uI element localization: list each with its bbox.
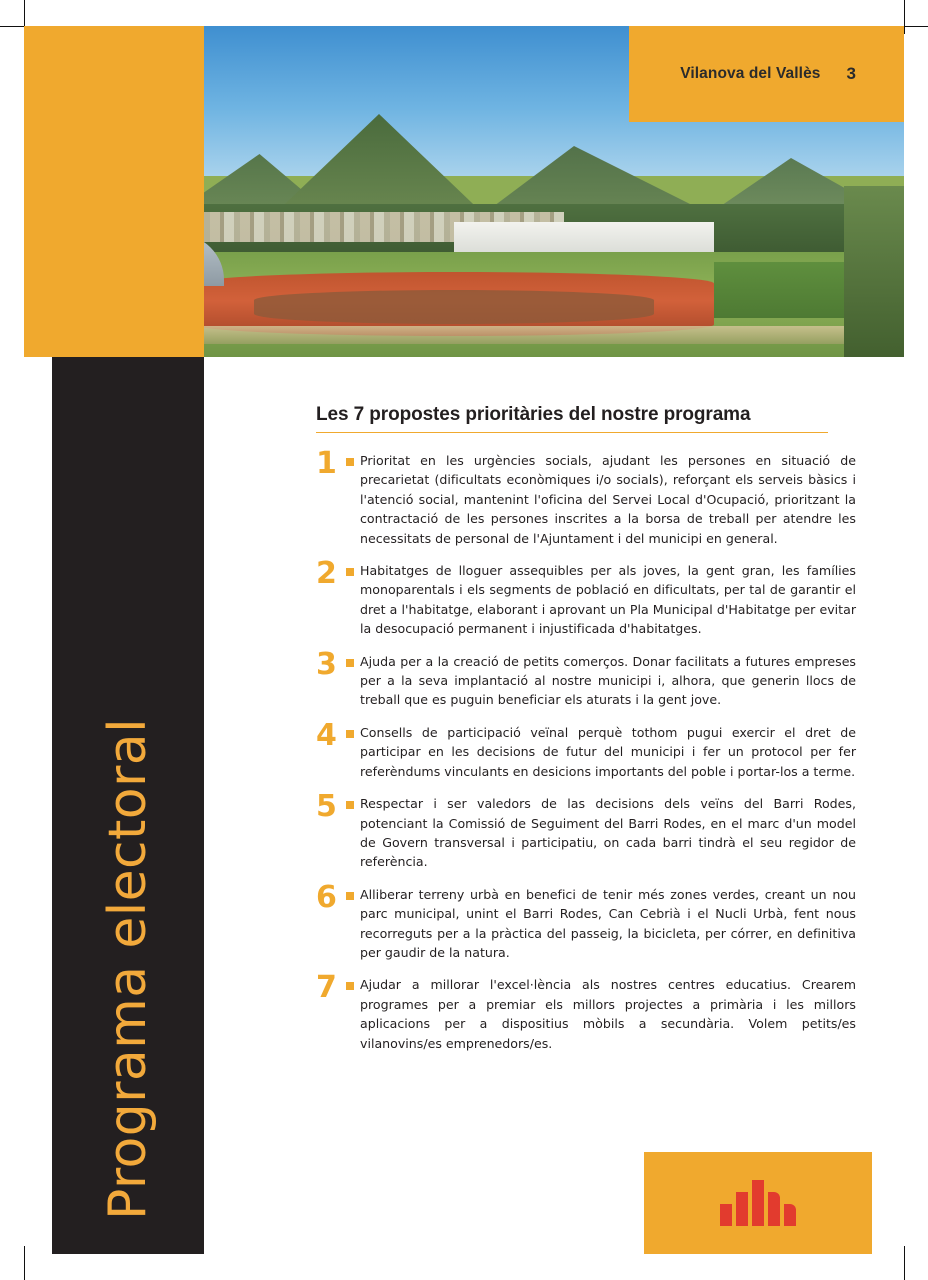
- item-text: Prioritat en les urgències socials, ajudant les persones en situació de precarietat (dificultats econòmiques i/o socials), reforçant els serveis bàsics i l'atenció social, mantenint l'oficina del Servei Local d'Ocupació, prioritzant la contractació de les persones inscrites a la borsa de treball per atendre les necessitats de personal de l'Ajuntament i del municipi en general.: [360, 453, 856, 546]
- page-title: Les 7 propostes prioritàries del nostre programa: [316, 404, 751, 425]
- page-number: 3: [846, 64, 856, 83]
- party-logo-icon: [720, 1180, 796, 1226]
- square-bullet-icon: [346, 458, 354, 466]
- item-text: Alliberar terreny urbà en benefici de tenir més zones verdes, creant un nou parc municipal, unint el Barri Rodes, Can Cebrià i el Nucli Urbà, fent nous recorreguts per a la pràctica del passeig, la bicicleta, per córrer, en definitiva per gaudir de la natura.: [360, 886, 856, 960]
- list-item: [316, 556, 856, 639]
- header-title-group: [629, 26, 904, 122]
- side-title-bar: [52, 357, 204, 1254]
- item-number: 1: [316, 446, 337, 481]
- item-number: 5: [316, 789, 337, 825]
- item-number: 6: [316, 879, 337, 915]
- list-item: [316, 646, 856, 710]
- item-text: Habitatges de lloguer assequibles per als joves, la gent gran, les famílies monoparentals i els segments de població en dificultats, per tal de garantir el dret a l'habitatge, elaborant i aprovant un Pla Municipal d'Habitatge per evitar la desocupació permanent i injustificada d'habitatges.: [360, 563, 856, 637]
- square-bullet-icon: [346, 568, 354, 576]
- list-item: [316, 717, 856, 781]
- item-number: 4: [316, 717, 337, 753]
- logo-bar-4: [768, 1192, 780, 1226]
- item-text: Consells de participació veïnal perquè tothom pugui exercir el dret de participar en les decisions de futur del municipi i fer un protocol per fer referèndums vinculants en desicions importants del poble i portar-los a terme.: [360, 724, 856, 779]
- side-title-text: Programa electoral: [98, 718, 158, 1220]
- list-item: [316, 879, 856, 963]
- logo-bar-3: [752, 1180, 764, 1226]
- logo-panel: [644, 1152, 872, 1254]
- trees-right: [844, 186, 904, 357]
- header-photo-band: [24, 26, 904, 357]
- item-text: Respectar i ser valedors de las decisions dels veïns del Barri Rodes, potenciant la Comissió de Seguiment del Barri Rodes, en el marc d'un model de Govern transversal i participatiu, on cada barri tindrà el seu regidor de referència.: [360, 796, 856, 870]
- item-number: 2: [316, 556, 337, 592]
- logo-bar-2: [736, 1192, 748, 1226]
- town-name: Vilanova del Vallès: [680, 65, 821, 82]
- crop-mark-top-right-v: [904, 0, 905, 34]
- list-item: [316, 970, 856, 1053]
- square-bullet-icon: [346, 730, 354, 738]
- item-text: Ajuda per a la creació de petits comerços. Donar facilitats a futures empreses per a la seva implantació al nostre municipi i, alhora, que generin llocs de treball que es puguin beneficiar els aturats i la gent jove.: [360, 653, 856, 708]
- title-divider: [316, 432, 828, 433]
- square-bullet-icon: [346, 892, 354, 900]
- list-item: [316, 446, 856, 548]
- item-number: 7: [316, 970, 337, 1006]
- page-sheet: [24, 26, 904, 1254]
- running-track-infield: [254, 290, 654, 324]
- orange-block-left: [24, 26, 204, 357]
- logo-bar-5: [784, 1204, 796, 1226]
- list-item: [316, 789, 856, 872]
- item-number: 3: [316, 646, 337, 682]
- main-content: [316, 404, 856, 1066]
- item-text: Ajudar a millorar l'excel·lència als nostres centres educatius. Crearem programes per a premiar els millors projectes a primària i les millors aplicacions per a dispositius mòbils a secundària. Volem petits/es vilanovins/es emprenedors/es.: [360, 977, 856, 1051]
- square-bullet-icon: [346, 801, 354, 809]
- side-title-rotated: [52, 357, 204, 1254]
- square-bullet-icon: [346, 982, 354, 990]
- crop-mark-bottom-right-v: [904, 1246, 905, 1280]
- square-bullet-icon: [346, 659, 354, 667]
- logo-bar-1: [720, 1204, 732, 1226]
